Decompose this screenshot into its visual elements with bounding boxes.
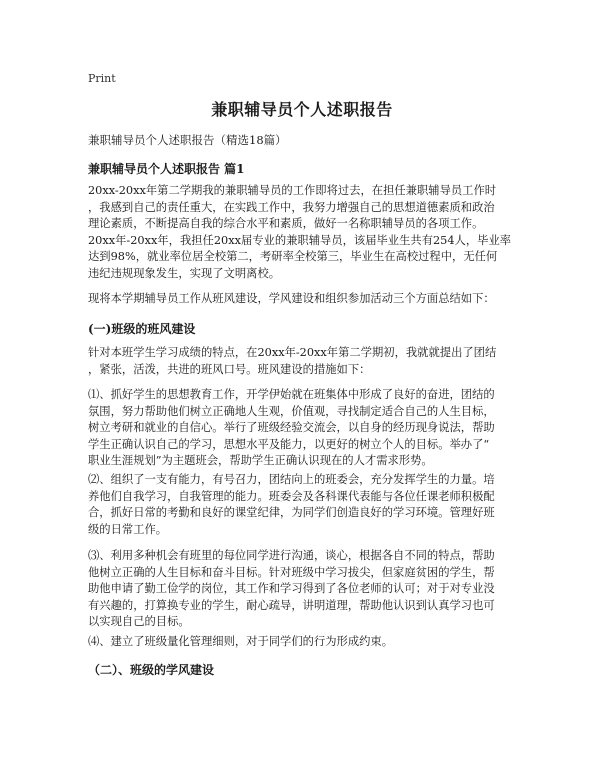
document-subtitle: 兼职辅导员个人述职报告（精选18篇） xyxy=(88,133,287,147)
section-heading-study-style: （二）、班级的学风建设 xyxy=(88,663,215,677)
text-line: 学生正确认识自己的学习，思想水平及能力，以更好的树立个人的目标。举办了“ xyxy=(88,437,490,451)
text-line: ⑶、利用多种机会有班里的每位同学进行沟通，谈心，根据各自不同的特点，帮助 xyxy=(88,549,495,562)
text-line: 助他申请了勤工俭学的岗位，其工作和学习得到了各位老师的认可；对于对专业没 xyxy=(88,582,495,595)
item-3-paragraph xyxy=(88,548,516,631)
summary-paragraph xyxy=(88,291,516,308)
text-line: 达到98%，就业率位居全校第二，考研率全校第三，毕业生在高校过程中，无任何 xyxy=(88,250,498,263)
text-line: 养他们自我学习，自我管理的能力。班委会及各科课代表能与各位任课老师积极配 xyxy=(88,489,495,503)
text-line: 有兴趣的，打算换专业的学生，耐心疏导，讲明道理，帮助他认识到认真学习也可 xyxy=(88,598,495,612)
text-line: 以实现自己的目标。 xyxy=(88,615,190,628)
intro-paragraph xyxy=(88,183,516,282)
text-line: 针对本班学生学习成绩的特点，在20xx年-20xx年第二学期初，我就就提出了团结 xyxy=(88,346,497,359)
text-line: 现将本学期辅导员工作从班风建设，学风建设和组织参加活动三个方面总结如下： xyxy=(88,292,495,305)
text-line: 树立考研和就业的自信心。举行了班级经验交流会，以自身的经历现身说法，帮助 xyxy=(88,421,495,434)
text-line: ⑵、组织了一支有能力，有号召力，团结向上的班委会，充分发挥学生的力量。培 xyxy=(88,473,495,486)
text-line: 合，抓好日常的考勤和良好的课堂纪律，为同学们创造良好的学习环境。管理好班 xyxy=(88,506,495,519)
section-heading-class-style: (一)班级的班风建设 xyxy=(88,322,196,336)
item-4-paragraph xyxy=(88,634,516,651)
text-line: ⑴、抓好学生的思想教育工作，开学伊始就在班集体中形成了良好的奋进，团结的 xyxy=(88,388,495,401)
article-heading: 兼职辅导员个人述职报告 篇1 xyxy=(88,162,245,176)
text-line: 20xx-20xx年第二学期我的兼职辅导员的工作即将过去，在担任兼职辅导员工作时 xyxy=(88,184,497,197)
document-title: 兼职辅导员个人述职报告 xyxy=(211,100,393,119)
text-line: 违纪违规现象发生，实现了文明离校。 xyxy=(88,266,281,280)
text-line: ，紧张，活泼，共进的班风口号。班风建设的措施如下： xyxy=(88,362,371,376)
text-line: 氛围，努力帮助他们树立正确地人生观，价值观，寻找制定适合自己的人生目标， xyxy=(88,404,495,418)
text-line: 理论素质，不断提高自我的综合水平和素质，做好一名称职辅导员的各项工作。 xyxy=(88,217,484,230)
text-line: 职业生涯规划”为主题班会，帮助学生正确认识现在的人才需求形势。 xyxy=(88,454,433,467)
item-2-paragraph xyxy=(88,472,516,538)
text-line: 20xx年-20xx年，我担任20xx届专业的兼职辅导员，该届毕业生共有254人，毕业率 xyxy=(88,233,512,247)
item-1-paragraph xyxy=(88,387,516,470)
text-line: ⑷、建立了班级量化管理细则，对于同学们的行为形成约束。 xyxy=(88,635,394,648)
print-label: Print xyxy=(88,72,116,85)
text-line: ，我感到自己的责任重大，在实践工作中，我努力增强自己的思想道德素质和政治 xyxy=(88,200,495,214)
section1-intro-paragraph xyxy=(88,345,516,378)
text-line: 他树立正确的人生目标和奋斗目标。针对班级中学习拔尖，但家庭贫困的学生，帮 xyxy=(88,565,495,579)
text-line: 级的日常工作。 xyxy=(88,522,168,536)
